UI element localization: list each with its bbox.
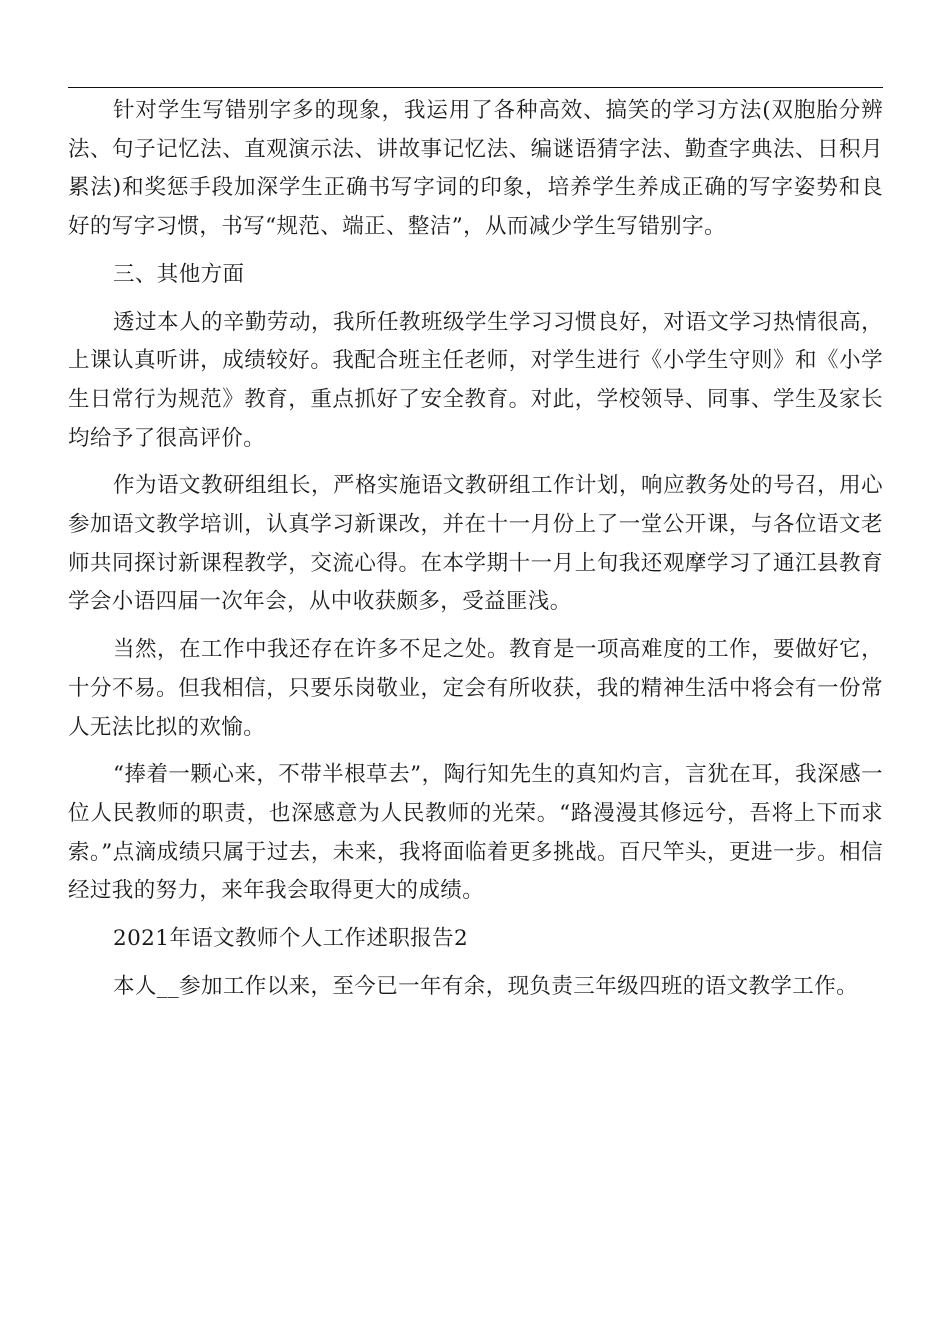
- paragraph-report-2-intro: 本人__参加工作以来，至今已一年有余，现负责三年级四班的语文教学工作。: [113, 973, 859, 999]
- document-body: [68, 92, 883, 1015]
- paragraph-teaching-group: 作为语文教研组组长，严格实施语文教研组工作计划，响应教务处的号召，用心参加语文教学培训，认真学习新课改，并在十一月份上了一堂公开课，与各位语文老师共同探讨新课程教学，交流心得。在本学期十一月上旬我还观摩学习了通江县教育学会小语四届一次年会，从中收获颇多，受益匪浅。: [68, 473, 883, 615]
- report-2-title: 2021年语文教师个人工作述职报告2: [113, 926, 469, 952]
- paragraph-closing-quote: “捧着一颗心来，不带半根草去”，陶行知先生的真知灼言，言犹在耳，我深感一位人民教师的职责，也深感意为人民教师的光荣。“路漫漫其修远兮，吾将上下而求索。”点滴成绩只属于过去，未来，我将面临着更多挑战。百尺竿头，更进一步。相信经过我的努力，来年我会取得更大的成绩。: [68, 762, 883, 904]
- header-rule: [68, 87, 883, 88]
- section-heading-other-aspects: 三、其他方面: [113, 261, 245, 287]
- paragraph-class-results: 透过本人的辛勤劳动，我所任教班级学生学习习惯良好，对语文学习热情很高，上课认真听讲，成绩较好。我配合班主任老师，对学生进行《小学生守则》和《小学生日常行为规范》教育，重点抓好了安全教育。对此，学校领导、同事、学生及家长均给予了很高评价。: [68, 309, 883, 451]
- paragraph-typo-methods: 针对学生写错别字多的现象，我运用了各种高效、搞笑的学习方法(双胞胎分辨法、句子记忆法、直观演示法、讲故事记忆法、编谜语猜字法、勤查字典法、日积月累法)和奖惩手段加深学生正确书写字词的印象，培养学生养成正确的写字姿势和良好的写字习惯，书写“规范、端正、整洁”，从而减少学生写错别字。: [68, 98, 883, 240]
- paragraph-shortcomings: 当然，在工作中我还存在许多不足之处。教育是一项高难度的工作，要做好它，十分不易。但我相信，只要乐岗敬业，定会有所收获，我的精神生活中将会有一份常人无法比拟的欢愉。: [68, 637, 883, 740]
